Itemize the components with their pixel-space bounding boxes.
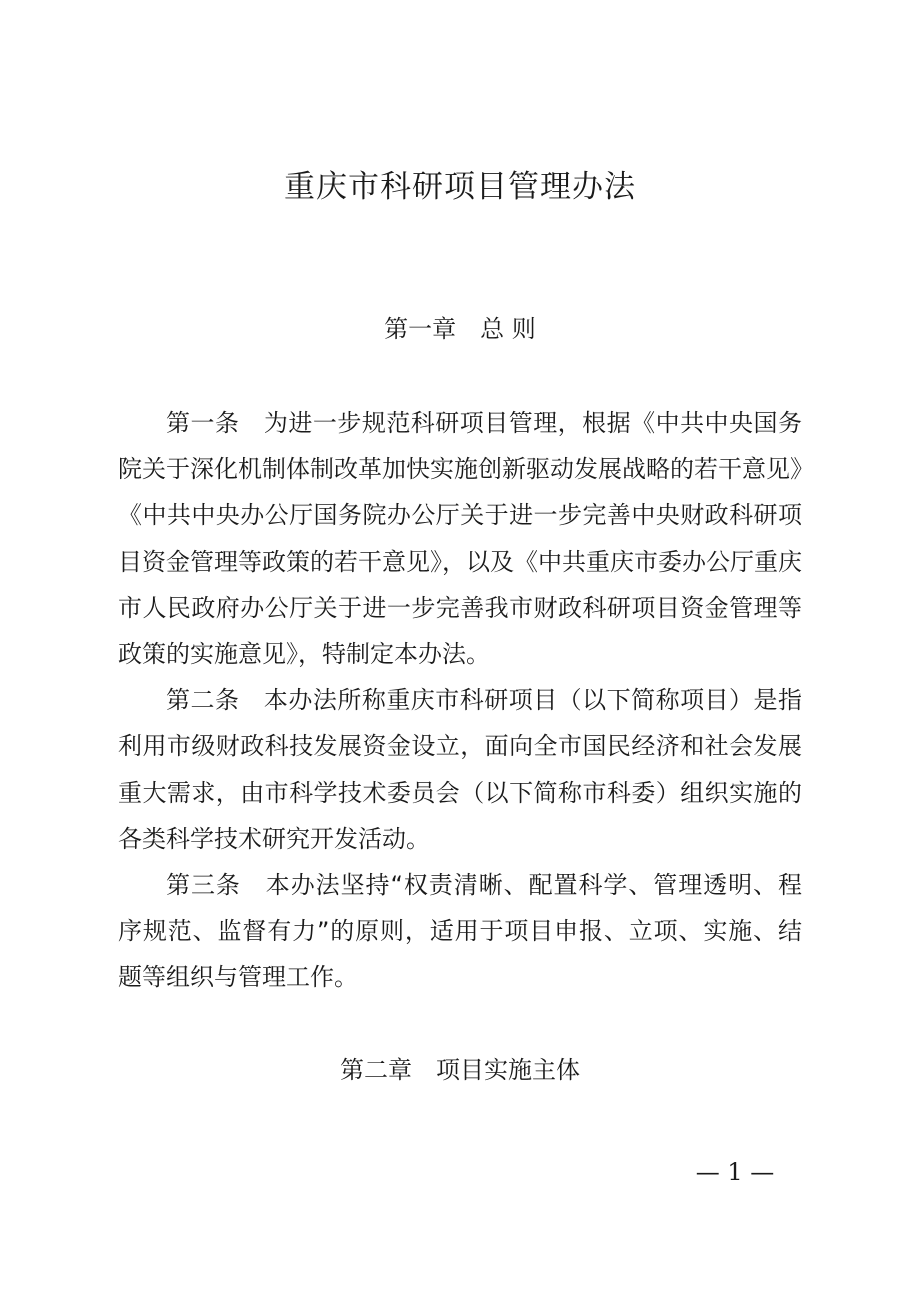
article-2-label: 第二条 [166, 686, 264, 715]
chapter-1-heading: 第一章 总 则 [384, 315, 536, 343]
article-1 [118, 400, 802, 677]
chapter-2-heading: 第二章 项目实施主体 [340, 1056, 580, 1084]
article-2 [118, 677, 802, 862]
article-3 [118, 862, 802, 1001]
article-3-label: 第三条 [166, 871, 266, 900]
article-1-text: 为进一步规范科研项目管理，根据《中共中央国务院关于深化机制体制改革加快实施创新驱动发展战略的若干意见》《中共中央办公厅国务院办公厅关于进一步完善中央财政科研项目资金管理等政策的若干意见》，以及《中共重庆市委办公厅重庆市人民政府办公厅关于进一步完善我市财政科研项目资金管理等政策的实施意见》，特制定本办法。 [118, 409, 803, 669]
document-title: 重庆市科研项目管理办法 [284, 169, 636, 205]
article-2-text: 本办法所称重庆市科研项目（以下简称项目）是指利用市级财政科技发展资金设立，面向全市国民经济和社会发展重大需求，由市科学技术委员会（以下简称市科委）组织实施的各类科学技术研究开发活动。 [118, 686, 803, 853]
page-number: — 1 — [695, 1158, 775, 1186]
article-1-label: 第一条 [166, 409, 264, 437]
article-3-text: 本办法坚持“权责清晰、配置科学、管理透明、程序规范、监督有力”的原则，适用于项目申报、立项、实施、结题等组织与管理工作。 [118, 871, 803, 992]
chapter-1-body [118, 400, 802, 1001]
